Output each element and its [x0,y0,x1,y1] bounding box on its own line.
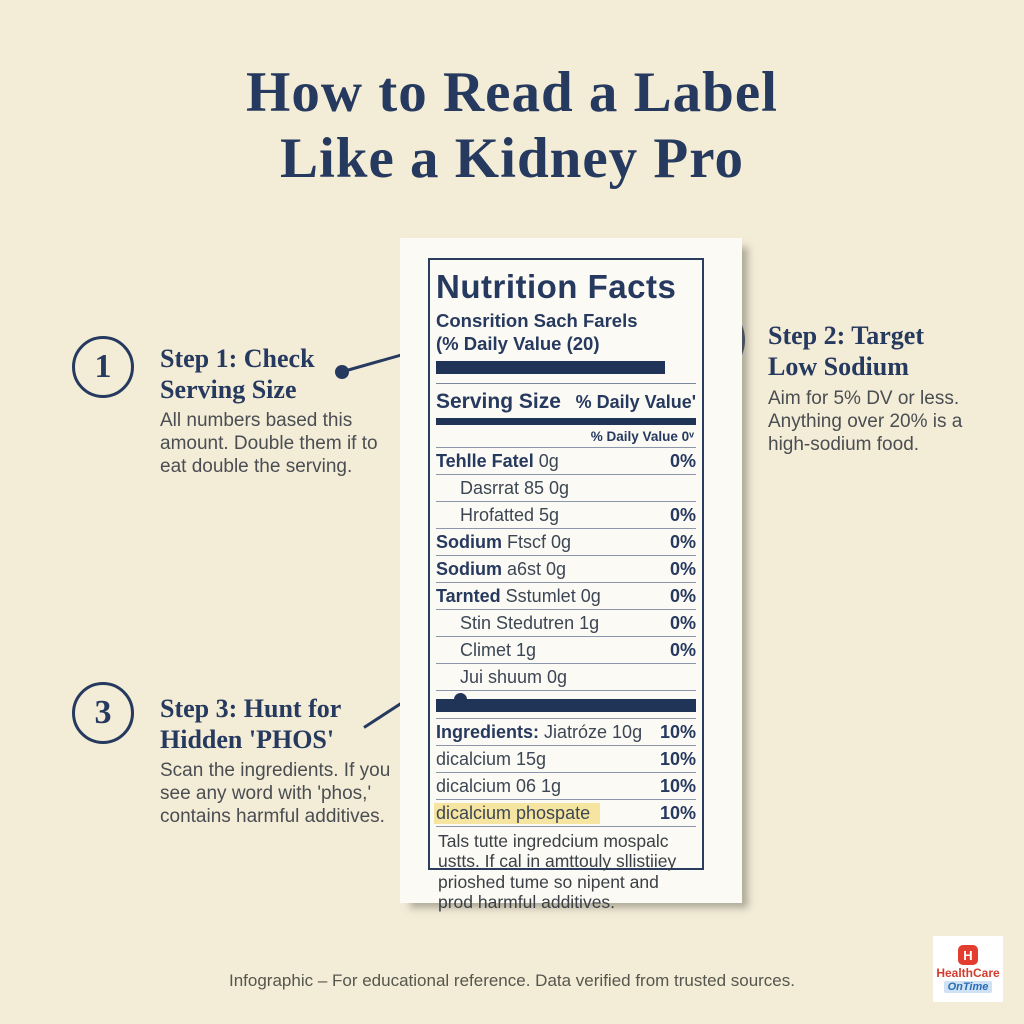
nutrition-row [436,583,696,610]
logo-tagline: OnTime [944,981,993,993]
thick-divider-middle-wrap [436,699,696,712]
nutrition-row-name: Stin Stedutren 1g [460,613,600,633]
nutrition-row-name: Sodium a6st 0g [436,559,567,579]
nutrition-row-name: Ingredients: Jiatróze 10g [436,722,643,742]
step3-heading-line1: Step 3: Hunt for [160,694,342,723]
footer-note: Infographic – For educational reference. Data verified from trusted sources. [228,971,795,990]
daily-value-line: (% Daily Value (20) [436,333,600,354]
page-title-line2: Like a Kidney Pro [279,127,745,191]
divider-dot [454,693,467,706]
nutrition-row [436,448,696,475]
nutrition-row-percent: 0% [669,505,696,525]
logo-h-badge-icon: H [958,945,978,965]
nutrition-row-percent: 0% [669,640,696,660]
step2-heading-line1: Step 2: Target [768,321,924,350]
nutrition-row [436,556,696,583]
nutrition-row-percent: 0% [669,559,696,579]
step3-heading [160,693,341,755]
nutrition-row-name: Dasrrat 85 0g [460,478,570,498]
nutrition-row-percent: 10% [659,722,696,742]
healthcare-ontime-logo [933,936,1003,1002]
nutrition-label-card [400,238,742,912]
nutrition-row [436,529,696,556]
nutrition-row-percent: 10% [659,803,696,823]
nutrition-row [436,746,696,773]
step1-heading-line1: Step 1: Check [160,344,315,373]
nutrient-rows [436,448,696,691]
nutrition-facts-subtitle: Consrition Sach Farels [436,310,638,331]
step1-heading [160,343,315,405]
nutrition-row [436,475,696,502]
nutrition-row [436,637,696,664]
page-title-line1: How to Read a Label [246,61,778,124]
serving-size-row [436,384,696,418]
nutrition-row [436,664,696,691]
step2-heading-line2: Low Sodium [768,352,909,382]
page-title [0,60,1024,192]
nutrition-row-percent: 0% [669,586,696,606]
nutrition-row-name: dicalcium 06 1g [436,776,562,796]
step1-heading-line2: Serving Size [160,375,297,405]
thick-divider-top [436,361,665,374]
step1-number: 1 [94,348,112,385]
step3-heading-line2: Hidden 'PHOS' [160,725,335,755]
nutrition-row [436,719,696,746]
nutrition-row-percent: 0% [669,532,696,552]
nutrition-row [436,502,696,529]
step3-number: 3 [94,694,112,731]
step1-connector-dot [335,365,349,379]
nutrition-label-border [428,258,704,912]
nutrition-row-name: dicalcium phospate [434,803,600,824]
serving-size-label: Serving Size [436,390,561,413]
nutrition-facts-title: Nutrition Facts [436,268,677,305]
nutrition-row-name: Hrofatted 5g [460,505,560,525]
medium-divider [436,418,696,425]
nutrition-row-name: Tehlle Fatel 0g [436,451,559,471]
nutrition-row [436,773,696,800]
step2-heading [768,320,924,382]
nutrition-row [436,800,696,827]
label-footnote: Tals tutte ingredcium mospalc ustts. If cal in amttouly sllistiiey prioshed tume so nipent and prod harmful additives. [438,831,677,912]
nutrition-row-percent: 0% [669,451,696,471]
step1-body: All numbers based this amount. Double them if to eat double the serving. [160,410,378,478]
daily-value-note: % Daily Value 0ᵛ [436,425,696,448]
step3-number-circle [72,682,134,744]
step2-body: Aim for 5% DV or less. Anything over 20% is a high-sodium food. [768,388,963,456]
nutrition-row-name: dicalcium 15g [436,749,547,769]
thick-divider-middle [436,699,696,712]
step1-number-circle [72,336,134,398]
nutrition-row-name: Climet 1g [460,640,537,660]
nutrition-row-percent: 10% [659,776,696,796]
nutrition-row [436,610,696,637]
logo-name: HealthCare [936,966,1000,980]
nutrition-row-percent: 0% [669,613,696,633]
serving-size-daily-value: % Daily Value' [575,392,696,412]
ingredient-rows [436,718,696,827]
nutrition-row-name: Sodium Ftscf 0g [436,532,572,552]
nutrition-row-name: Tarnted Sstumlet 0g [436,586,601,606]
nutrition-row-name: Jui shuum 0g [460,667,568,687]
nutrition-row-percent: 10% [659,749,696,769]
step3-body: Scan the ingredients. If you see any word with 'phos,' contains harmful additives. [160,760,391,828]
